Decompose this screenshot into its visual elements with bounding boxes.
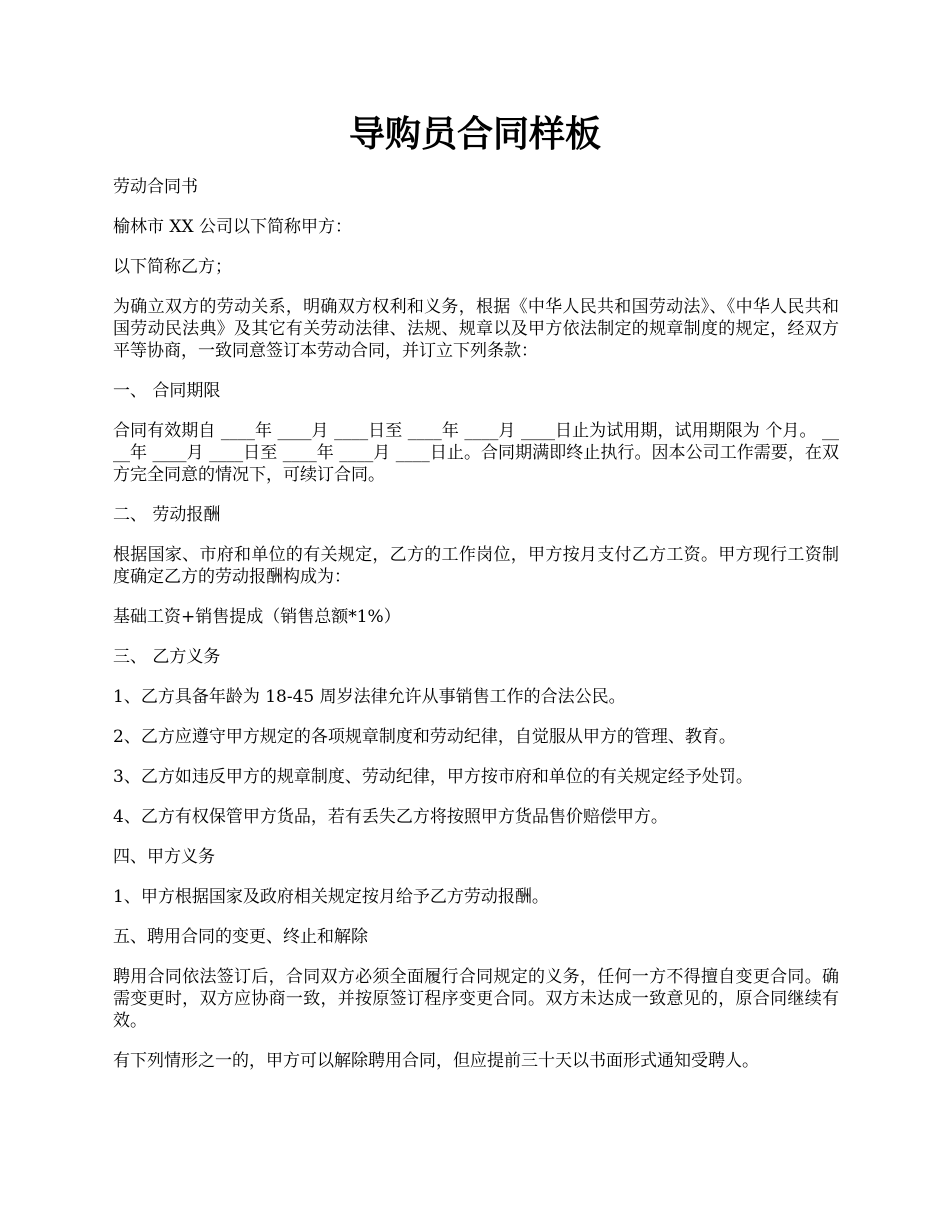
list-item: 2、乙方应遵守甲方规定的各项规章制度和劳动纪律，自觉服从甲方的管理、教育。: [113, 727, 736, 747]
section-heading-term: 一、 合同期限: [113, 381, 221, 401]
list-item: 1、乙方具备年龄为 18-45 周岁法律允许从事销售工作的合法公民。: [113, 687, 626, 707]
paragraph-contract-changes: 聘用合同依法签订后，合同双方必须全面履行合同规定的义务，任何一方不得擅自变更合同。确需变更时，双方应协商一致，并按原签订程序变更合同。双方未达成一致意见的，原合同继续有效。: [113, 967, 839, 1031]
paragraph-termination: 有下列情形之一的，甲方可以解除聘用合同，但应提前三十天以书面形式通知受聘人。: [113, 1051, 759, 1071]
paragraph-salary-formula: 基础工资+销售提成（销售总额*1%）: [113, 607, 401, 627]
section-heading-party-b-duties: 三、 乙方义务: [113, 647, 221, 667]
document-body: [113, 176, 839, 1090]
section-heading-party-a-duties: 四、甲方义务: [113, 847, 215, 867]
paragraph-term: 合同有效期自 ____年 ____月 ____日至 ____年 ____月 ____日止为试用期，试用期限为 个月。 ____年 ____月 ____日至 ____年 ____月 ____日止。合同期满即终止执行。因本公司工作需要，在双方完全同意的情况下，可续订合同。: [113, 421, 839, 485]
paragraph-preamble: 为确立双方的劳动关系，明确双方权利和义务，根据《中华人民共和国劳动法》、《中华人民共和国劳动民法典》及其它有关劳动法律、法规、规章以及甲方依法制定的规章制度的规定，经双方平等协商，一致同意签订本劳动合同，并订立下列条款：: [113, 297, 839, 361]
section-heading-contract-changes: 五、聘用合同的变更、终止和解除: [113, 927, 368, 947]
paragraph-party-a: 榆林市 XX 公司以下简称甲方：: [113, 217, 353, 237]
list-item: 1、甲方根据国家及政府相关规定按月给予乙方劳动报酬。: [113, 887, 549, 907]
list-item: 4、乙方有权保管甲方货品，若有丢失乙方将按照甲方货品售价赔偿甲方。: [113, 807, 668, 827]
paragraph-compensation: 根据国家、市府和单位的有关规定，乙方的工作岗位，甲方按月支付乙方工资。甲方现行工资制度确定乙方的劳动报酬构成为：: [113, 545, 839, 587]
paragraph-heading: 劳动合同书: [113, 177, 198, 197]
paragraph-party-b: 以下简称乙方；: [113, 257, 232, 277]
section-heading-compensation: 二、 劳动报酬: [113, 505, 221, 525]
list-item: 3、乙方如违反甲方的规章制度、劳动纪律，甲方按市府和单位的有关规定经予处罚。: [113, 767, 753, 787]
document-title: 导购员合同样板: [348, 114, 601, 155]
